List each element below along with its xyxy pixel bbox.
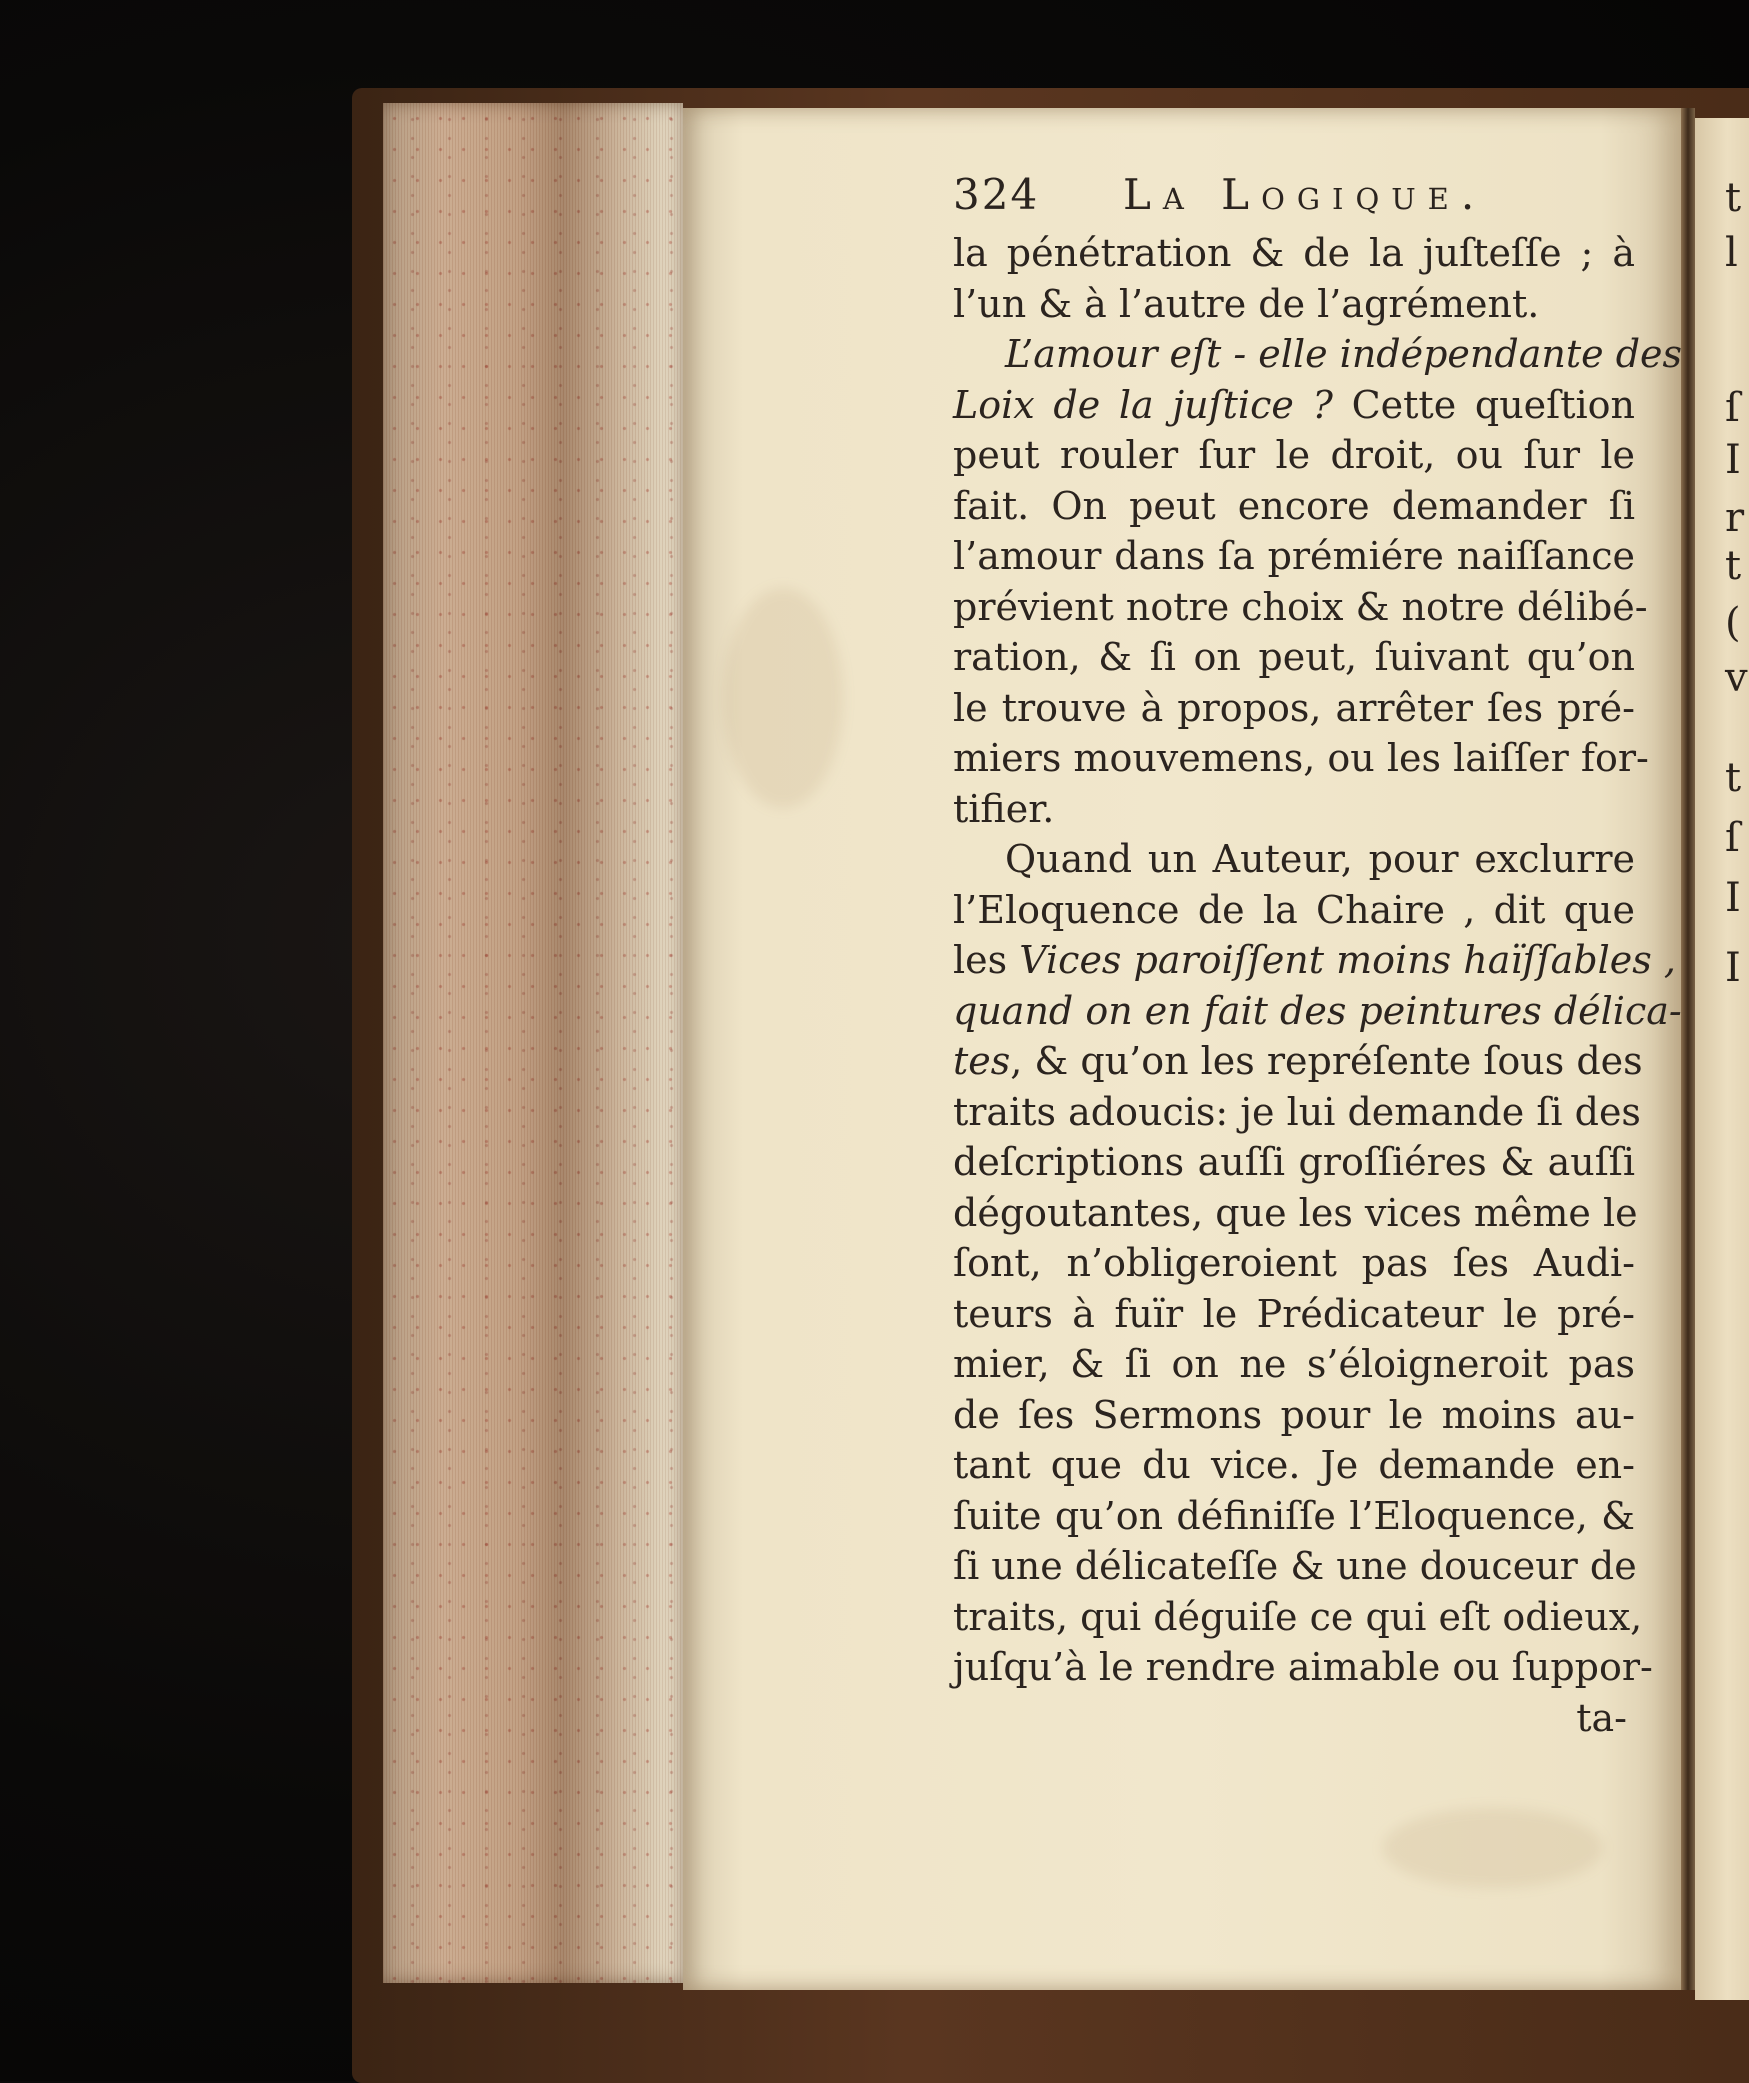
text-line [953, 430, 1635, 481]
roman-text: de ſes Sermons pour le moins au- [953, 1392, 1635, 1437]
roman-text: deſcriptions auſſi groſſiéres & auſſi [953, 1140, 1635, 1184]
text-line [953, 1541, 1635, 1592]
text-line [953, 1036, 1643, 1087]
roman-text: l’Eloquence de la Chaire , dit que [953, 887, 1635, 932]
roman-text: prévient notre choix & notre délibé- [953, 584, 1648, 629]
facing-page-glyph: l [1725, 230, 1738, 276]
roman-text: ration, & ſi on peut, ſuivant qu’on [953, 635, 1635, 679]
page-number: 324 [953, 170, 1040, 219]
book-gutter [1681, 108, 1695, 1990]
text-line [953, 733, 1649, 784]
roman-text: l’amour dans ſa prémiére naiſſance [953, 534, 1635, 578]
roman-text: Cette queſtion [1332, 382, 1635, 427]
facing-page-glyph: I [1725, 437, 1741, 483]
facing-page-glyph: ſ [1725, 385, 1740, 431]
text-line [953, 582, 1648, 633]
text-line [953, 784, 1635, 835]
roman-text: , & qu’on les repréſente ſous des [1010, 1039, 1643, 1083]
roman-text: mier, & ſi on ne s’éloigneroit pas [953, 1342, 1635, 1386]
text-line [953, 683, 1635, 734]
roman-text: la pénétration & de la juſteſſe ; à [953, 231, 1635, 275]
roman-text: peut rouler ſur le droit, ou ſur le [953, 433, 1635, 477]
facing-page-glyph: v [1725, 655, 1748, 701]
roman-text: miers mouvemens, ou les laiſſer for- [953, 736, 1649, 780]
page-edges [383, 103, 683, 1983]
italic-text: Vices paroiſſent moins haïſſables , [1019, 938, 1676, 982]
text-line [953, 531, 1635, 582]
text-line [953, 935, 1676, 986]
text-line [953, 481, 1635, 532]
text-line [953, 1137, 1635, 1188]
facing-page-glyph: r [1725, 495, 1745, 541]
text-line [953, 1289, 1635, 1340]
text-line [953, 1087, 1641, 1138]
roman-text: teurs à fuïr le Prédicateur le pré- [953, 1291, 1635, 1336]
facing-page-glyph: ( [1725, 600, 1741, 646]
paper-stain [723, 588, 843, 808]
roman-text: fait. On peut encore demander ſi [953, 483, 1635, 528]
italic-text: Loix de la juſtice ? [953, 382, 1333, 427]
text-line [953, 1491, 1635, 1542]
paper-stain [1383, 1808, 1603, 1888]
facing-page-glyph: ſ [1725, 815, 1740, 861]
text-line [953, 1339, 1635, 1390]
roman-text: le trouve à propos, arrêter ſes pré- [953, 685, 1635, 730]
roman-text: l’un & à l’autre de l’agrément. [953, 281, 1540, 326]
text-line [953, 1592, 1643, 1643]
catchword: ta- [1576, 1695, 1627, 1740]
text-block [953, 170, 1683, 1743]
facing-page-glyph: I [1725, 875, 1741, 921]
text-line [953, 228, 1635, 279]
text-line [953, 885, 1635, 936]
text-line [953, 1390, 1635, 1441]
text-line [953, 1238, 1635, 1289]
italic-text: tes [953, 1039, 1011, 1083]
text-line [953, 986, 1682, 1037]
facing-page-glyph: I [1725, 945, 1741, 991]
text-line [953, 329, 1683, 380]
text-line [953, 632, 1635, 683]
roman-text: ſuite qu’on définiſſe l’Eloquence, & [953, 1493, 1635, 1538]
text-line [953, 1642, 1653, 1693]
roman-text: tant que du vice. Je demande en- [953, 1443, 1635, 1487]
italic-text: L’amour eſt - elle indépendante des [1005, 332, 1683, 376]
body-text [953, 228, 1683, 1693]
facing-page-edge [1695, 118, 1749, 2000]
running-head [953, 170, 1635, 228]
italic-text: quand on en fait des peintures délica- [953, 988, 1682, 1033]
roman-text: les [953, 938, 1020, 982]
facing-page-glyph: t [1725, 755, 1742, 801]
roman-text: dégoutantes, que les vices même le [953, 1190, 1638, 1235]
roman-text: traits adoucis: je lui demande ſi des [953, 1089, 1641, 1134]
text-line [953, 380, 1635, 431]
roman-text: ſont, n’obligeroient pas ſes Audi- [953, 1241, 1635, 1285]
running-title: La Logique. [1123, 170, 1487, 219]
roman-text: Quand un Auteur, pour exclurre [1005, 837, 1635, 881]
text-line [953, 1440, 1635, 1491]
roman-text: juſqu’à le rendre aimable ou ſuppor- [953, 1645, 1653, 1689]
roman-text: ſi une délicateſſe & une douceur de [953, 1544, 1637, 1588]
text-line [953, 834, 1635, 885]
roman-text: traits, qui déguiſe ce qui eſt odieux, [953, 1594, 1643, 1639]
roman-text: tifier. [953, 786, 1055, 831]
facing-page-glyph: t [1725, 543, 1742, 589]
text-line [953, 1188, 1638, 1239]
text-line [953, 279, 1635, 330]
facing-page-glyph: t [1725, 175, 1742, 221]
